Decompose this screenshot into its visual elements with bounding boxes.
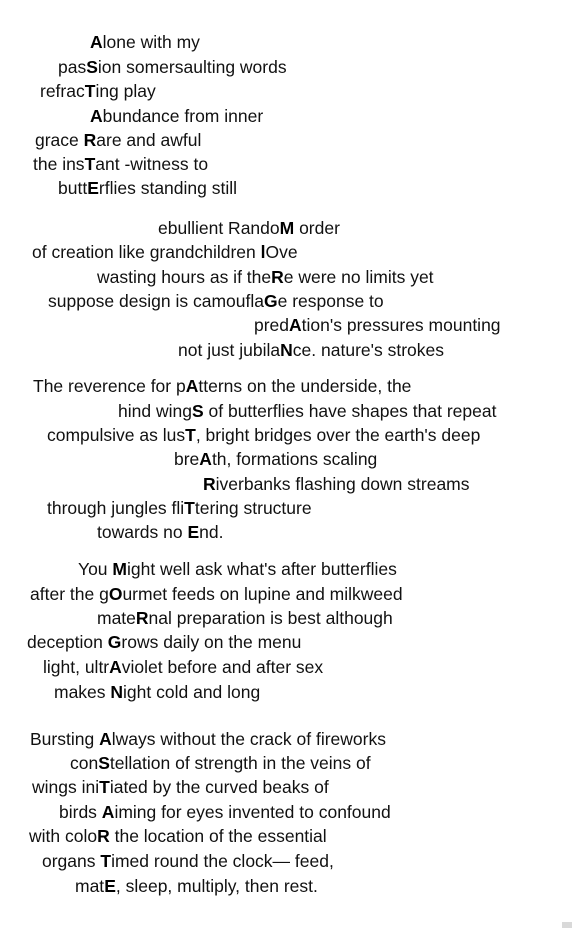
acrostic-letter: A [99, 729, 112, 749]
poem-line [59, 801, 391, 823]
poem-line [30, 583, 403, 605]
acrostic-letter: E [187, 522, 200, 542]
line-text-before: with colo [29, 826, 98, 846]
line-text-before: of creation like grandchildren [32, 242, 261, 262]
poem-line [97, 521, 223, 543]
line-text-before: birds [59, 802, 102, 822]
poem-line [174, 448, 377, 470]
poem-line [254, 314, 501, 336]
acrostic-letter: T [99, 777, 110, 797]
line-text-before: grace [35, 130, 84, 150]
poem-line [35, 129, 201, 151]
acrostic-letter: T [100, 851, 112, 871]
poem-line [75, 875, 318, 897]
line-text-after: ce. nature's strokes [292, 340, 444, 360]
line-text-before: You [78, 559, 113, 579]
line-text-before: compulsive as lus [47, 425, 186, 445]
acrostic-letter: N [280, 340, 293, 360]
acrostic-letter: S [191, 401, 204, 421]
poem-line [58, 56, 287, 78]
line-text-after: nal preparation is best although [148, 608, 393, 628]
acrostic-letter: M [112, 559, 127, 579]
line-text-before: light, ultr [43, 657, 110, 677]
line-text-after: ight well ask what's after butterflies [126, 559, 397, 579]
poem-line [70, 752, 371, 774]
line-text-after: are and awful [96, 130, 202, 150]
line-text-before: wings ini [32, 777, 100, 797]
poem-line [29, 825, 327, 847]
line-text-before: suppose design is camoufla [48, 291, 264, 311]
acrostic-letter: E [104, 876, 116, 896]
line-text-before: not just jubila [178, 340, 281, 360]
acrostic-letter: T [185, 425, 196, 445]
acrostic-letter: R [203, 474, 216, 494]
acrostic-letter: A [101, 802, 115, 822]
line-text-after: tellation of strength in the veins of [109, 753, 371, 773]
acrostic-letter: S [86, 57, 98, 77]
poem-line [97, 266, 434, 288]
line-text-after: rflies standing still [98, 178, 238, 198]
poem-line [158, 217, 340, 239]
line-text-after: rows daily on the menu [121, 632, 302, 652]
line-text-after: , sleep, multiply, then rest. [115, 876, 318, 896]
line-text-after: tterns on the underside, the [198, 376, 412, 396]
line-text-after: Ove [265, 242, 298, 262]
line-text-after: ion somersaulting words [97, 57, 287, 77]
poem-line [48, 290, 384, 312]
line-text-after: iverbanks flashing down streams [215, 474, 470, 494]
line-text-after: ing play [95, 81, 156, 101]
poem-line [97, 607, 393, 629]
line-text-after: e were no limits yet [283, 267, 434, 287]
poem-line [58, 177, 237, 199]
acrostic-letter: G [107, 632, 122, 652]
line-text-after: ight cold and long [123, 682, 261, 702]
acrostic-letter: O [108, 584, 123, 604]
line-text-after: iated by the curved beaks of [109, 777, 329, 797]
line-text-after: , bright bridges over the earth's deep [195, 425, 481, 445]
acrostic-letter: A [109, 657, 122, 677]
poem-line [32, 241, 298, 263]
acrostic-letter: l [260, 242, 266, 262]
acrostic-letter: R [135, 608, 149, 628]
poem-line [47, 497, 312, 519]
line-text-after: nd. [199, 522, 224, 542]
acrostic-letter: T [84, 154, 96, 174]
line-text-after: the location of the essential [109, 826, 327, 846]
line-text-after: ant -witness to [95, 154, 209, 174]
line-text-after: of butterflies have shapes that repeat [203, 401, 497, 421]
poem-line [33, 153, 208, 175]
line-text-after: th, formations scaling [211, 449, 378, 469]
line-text-after: bundance from inner [102, 106, 264, 126]
poem-line [27, 631, 301, 653]
acrostic-letter: A [185, 376, 199, 396]
acrostic-letter: A [90, 106, 103, 126]
acrostic-letter: A [289, 315, 302, 335]
poem-line [47, 424, 480, 446]
line-text-before: bre [174, 449, 200, 469]
line-text-before: makes [54, 682, 111, 702]
poem-line [30, 728, 386, 750]
line-text-before: through jungles fli [47, 498, 185, 518]
acrostic-letter: G [263, 291, 278, 311]
poem-line [32, 776, 329, 798]
poem-line [90, 31, 200, 53]
line-text-after: iming for eyes invented to confound [114, 802, 391, 822]
line-text-before: mat [75, 876, 105, 896]
line-text-before: after the g [30, 584, 109, 604]
line-text-before: organs [42, 851, 101, 871]
line-text-before: deception [27, 632, 108, 652]
acrostic-letter: M [279, 218, 295, 238]
poem-line [78, 558, 397, 580]
line-text-after: tering structure [194, 498, 312, 518]
line-text-before: mate [97, 608, 136, 628]
line-text-after: imed round the clock— feed, [111, 851, 334, 871]
line-text-before: con [70, 753, 99, 773]
acrostic-letter: R [83, 130, 97, 150]
line-text-before: pas [58, 57, 87, 77]
line-text-before: towards no [97, 522, 188, 542]
line-text-after: e response to [277, 291, 384, 311]
line-text-after: lone with my [102, 32, 200, 52]
acrostic-letter: E [87, 178, 99, 198]
line-text-before: wasting hours as if the [97, 267, 272, 287]
line-text-before: the ins [33, 154, 85, 174]
line-text-before: Bursting [30, 729, 100, 749]
poem-line [43, 656, 323, 678]
acrostic-letter: R [271, 267, 284, 287]
line-text-after: lways without the crack of fireworks [111, 729, 386, 749]
acrostic-letter: T [84, 81, 96, 101]
line-text-before: refrac [40, 81, 85, 101]
poem-line [40, 80, 156, 102]
line-text-after: violet before and after sex [121, 657, 324, 677]
acrostic-letter: N [110, 682, 124, 702]
line-text-after: urmet feeds on lupine and milkweed [122, 584, 403, 604]
poem-line [42, 850, 334, 872]
line-text-before: pred [254, 315, 290, 335]
poem-line [203, 473, 470, 495]
line-text-before: butt [58, 178, 88, 198]
acrostic-letter: A [199, 449, 212, 469]
acrostic-letter: A [90, 32, 103, 52]
line-text-after: order [294, 218, 340, 238]
line-text-before: ebullient Rando [158, 218, 280, 238]
acrostic-letter: S [98, 753, 110, 773]
poem-line [90, 105, 263, 127]
acrostic-letter: R [97, 826, 110, 846]
corner-mark [562, 922, 572, 928]
line-text-before: hind wing [118, 401, 192, 421]
line-text-after: tion's pressures mounting [301, 315, 501, 335]
poem-line [33, 375, 411, 397]
poem-line [178, 339, 444, 361]
poem-line [54, 681, 260, 703]
line-text-before: The reverence for p [33, 376, 186, 396]
acrostic-letter: T [184, 498, 195, 518]
poem-line [118, 400, 496, 422]
